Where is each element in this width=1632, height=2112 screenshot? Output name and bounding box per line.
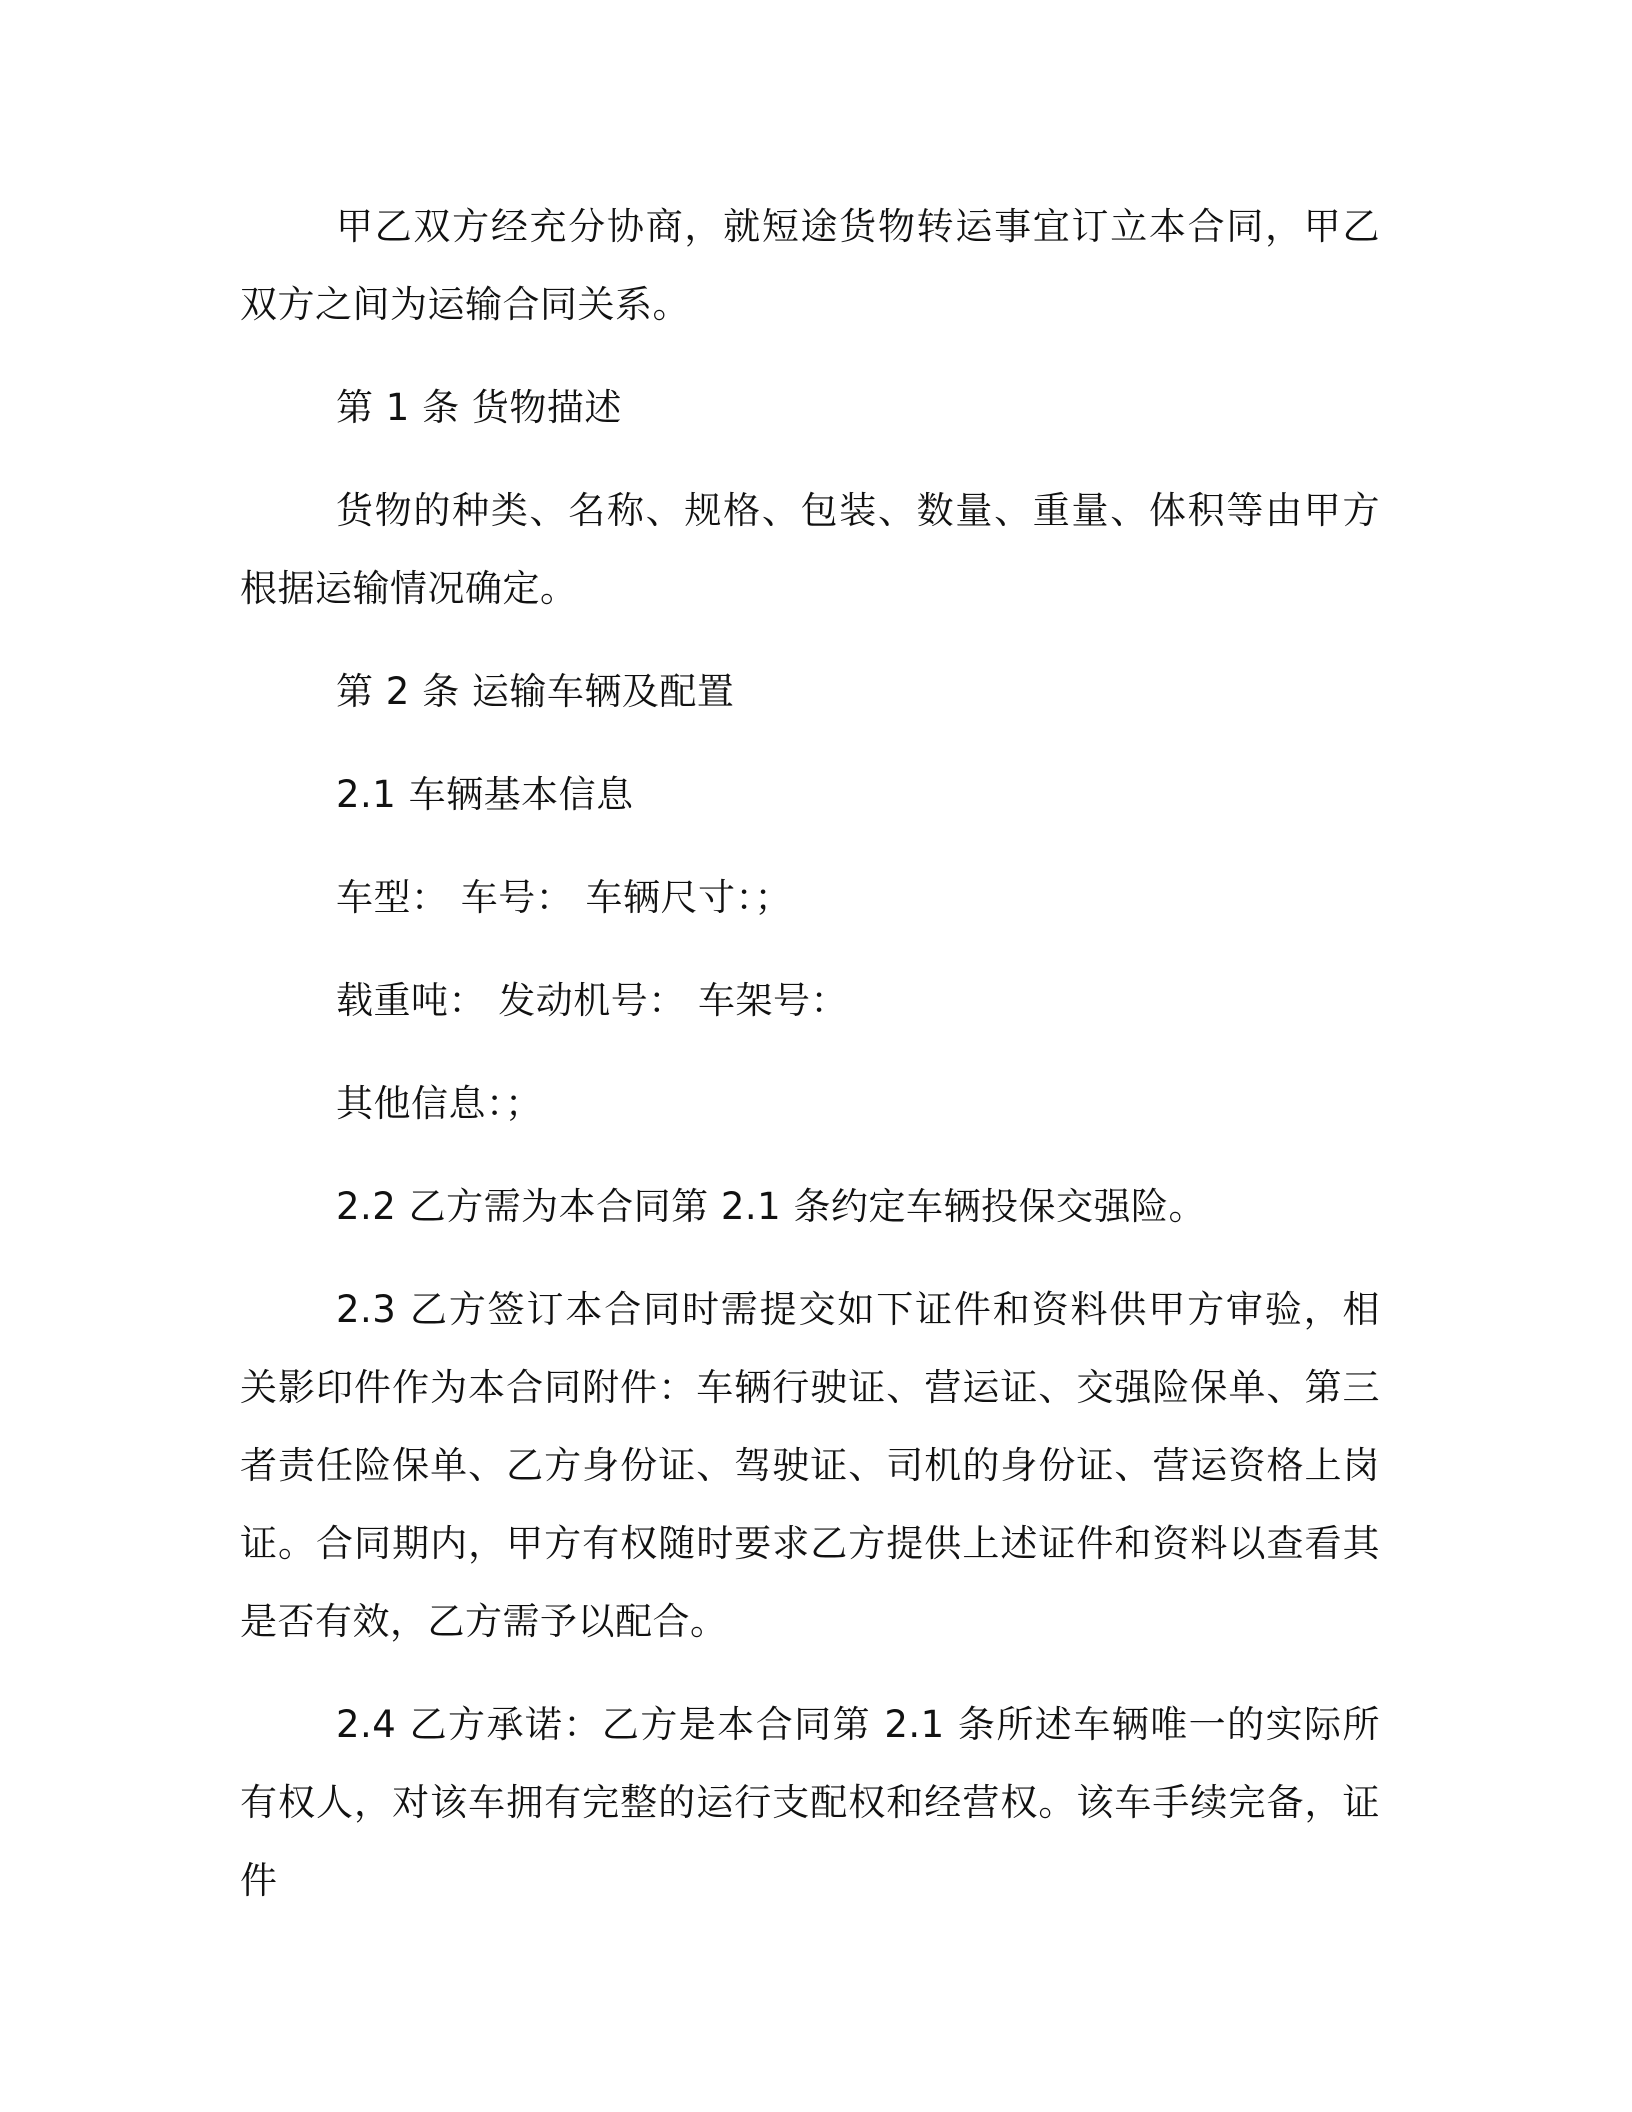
section-2-1-heading: 2.1 车辆基本信息 [336,773,634,816]
paragraph-intro: 甲乙双方经充分协商，就短途货物转运事宜订立本合同，甲乙双方之间为运输合同关系。 [240,205,1380,326]
section-2-2: 2.2 乙方需为本合同第 2.1 条约定车辆投保交强险。 [336,1185,1206,1228]
article-2-heading: 第 2 条 运输车辆及配置 [336,670,735,713]
article-1-heading: 第 1 条 货物描述 [336,386,622,429]
vehicle-info-line-2: 载重吨： 发动机号： 车架号： [336,979,849,1022]
vehicle-info-line-1: 车型： 车号： 车辆尺寸：； [336,876,793,919]
vehicle-info-line-3: 其他信息：； [336,1082,543,1125]
section-2-3: 2.3 乙方签订本合同时需提交如下证件和资料供甲方审验，相关影印件作为本合同附件：车辆行驶证、营运证、交强险保单、第三者责任险保单、乙方身份证、驾驶证、司机的身份证、营运资格上岗证。合同期内，甲方有权随时要求乙方提供上述证件和资料以查看其是否有效，乙方需予以配合。 [240,1288,1380,1643]
paragraph-goods-description: 货物的种类、名称、规格、包装、数量、重量、体积等由甲方根据运输情况确定。 [240,489,1380,610]
section-2-4: 2.4 乙方承诺：乙方是本合同第 2.1 条所述车辆唯一的实际所有权人，对该车拥有完整的运行支配权和经营权。该车手续完备，证件 [240,1703,1380,1902]
document-body [240,188,1380,1945]
